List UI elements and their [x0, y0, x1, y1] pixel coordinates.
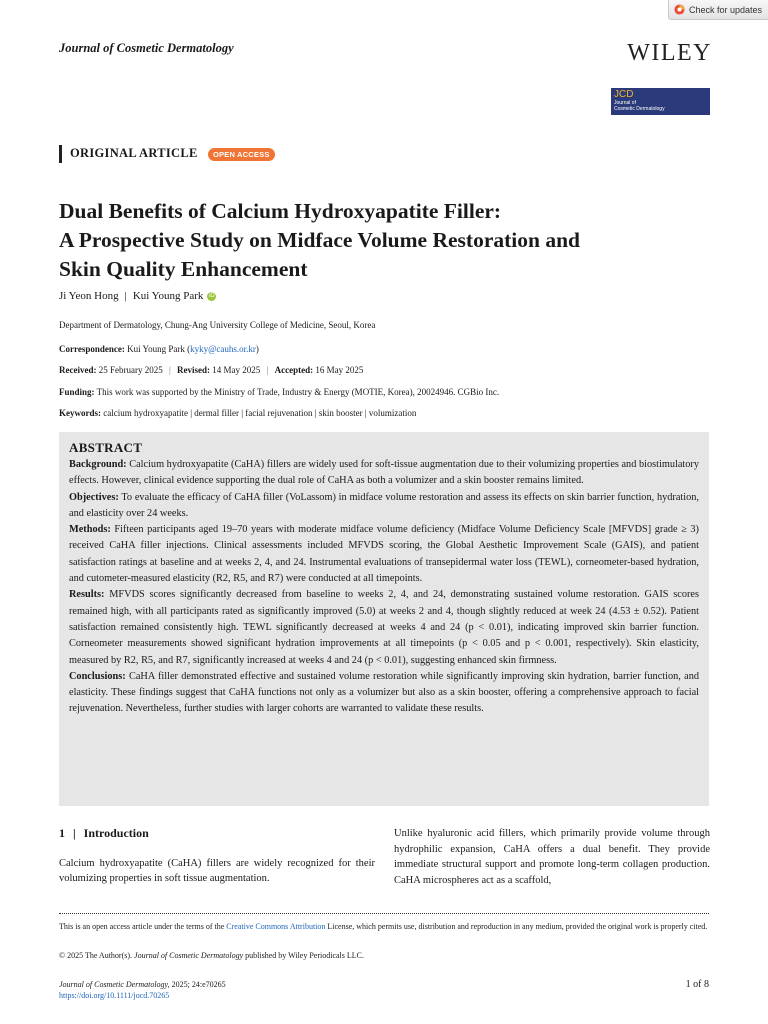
- crossmark-icon: [674, 4, 685, 15]
- author-separator: |: [124, 290, 127, 302]
- abstract-objectives: [69, 490, 699, 523]
- correspondence-label: Correspondence:: [59, 344, 125, 354]
- title-line: Skin Quality Enhancement: [59, 257, 308, 281]
- article-type-bar: [59, 145, 62, 163]
- copyright-journal: Journal of Cosmetic Dermatology: [134, 951, 244, 960]
- check-for-updates-button[interactable]: [668, 0, 768, 20]
- author-list: [59, 290, 216, 302]
- journal-badge: [611, 88, 710, 115]
- abstract-text: To evaluate the efficacy of CaHA filler (VoLassom) in midface volume restoration and assess its effects on skin barrier function, hydration, and elasticity over 24 weeks.: [69, 491, 700, 519]
- abstract-text: Fifteen participants aged 19–70 years with moderate midface volume deficiency (Midface Volume Deficiency Scale [MFVDS] grade ≥ 3) received CaHA filler injections. Clinical assessments included MFVDS scoring, the Global Aesthetic Improvement Scale (GAIS), and patient satisfaction ratings at baseline and at weeks 2, 4, and 24. Instrumental evaluations of transepidermal water loss (TEWL), corneometer-based hydration, and cutometer-measured elasticity (R2, R5, and R7) were conducted at all timepoints.: [69, 524, 699, 585]
- copyright-text: published by Wiley Periodicals LLC.: [243, 951, 365, 960]
- funding-text: This work was supported by the Ministry of Trade, Industry & Energy (MOTIE, Korea), 20024946. CGBio Inc.: [96, 387, 500, 397]
- license-text: License, which permits use, distribution and reproduction in any medium, provided the original work is properly cited.: [325, 922, 708, 931]
- abstract-heading: ABSTRACT: [69, 440, 143, 455]
- abstract-methods: [69, 522, 699, 587]
- article-type: ORIGINAL ARTICLE: [70, 146, 198, 160]
- abstract-conclusions: [69, 669, 699, 718]
- article-title: [59, 197, 719, 284]
- correspondence-name: Kui Young Park (: [127, 344, 191, 354]
- section-heading: 1 | Introduction: [59, 826, 149, 840]
- license-link[interactable]: Creative Commons Attribution: [226, 922, 326, 931]
- keywords-text: calcium hydroxyapatite | dermal filler | facial rejuvenation | skin booster | volumization: [103, 408, 417, 418]
- wiley-logo: WILEY: [627, 40, 712, 66]
- license-note: [59, 921, 709, 934]
- revised-date: 14 May 2025: [212, 365, 261, 375]
- correspondence: [59, 343, 259, 355]
- check-for-updates-label: Check for updates: [689, 4, 763, 15]
- received-date: 25 February 2025: [98, 365, 163, 375]
- accepted-date: 16 May 2025: [315, 365, 364, 375]
- received-label: Received:: [59, 365, 97, 375]
- intro-paragraph: Unlike hyaluronic acid fillers, which primarily provide volume through hydrophilic expansion, CaHA offers a dual benefit. They provide immediate structural support and promote long-term collagen production. CaHA microspheres act as a scaffold,: [394, 828, 710, 886]
- abstract-label: Objectives:: [69, 491, 119, 503]
- license-text: This is an open access article under the terms of the: [59, 922, 227, 931]
- abstract-label: Background:: [69, 459, 127, 470]
- abstract-label: Results:: [69, 589, 105, 601]
- journal-name: Journal of Cosmetic Dermatology: [59, 41, 234, 55]
- citation-journal: Journal of Cosmetic Dermatology,: [59, 980, 170, 989]
- abstract-label: Methods:: [69, 524, 111, 536]
- correspondence-email-link[interactable]: kyky@cauhs.or.kr: [190, 344, 256, 354]
- author-name[interactable]: Ji Yeon Hong: [59, 290, 119, 302]
- correspondence-close: ): [255, 344, 259, 354]
- funding-label: Funding:: [59, 387, 95, 397]
- abstract-box: [59, 432, 709, 806]
- accepted-label: Accepted:: [274, 365, 314, 375]
- copyright-note: [59, 950, 709, 963]
- title-line: A Prospective Study on Midface Volume Restoration and: [59, 228, 580, 252]
- intro-left-column: [59, 826, 375, 887]
- orcid-icon[interactable]: iD: [209, 292, 215, 299]
- title-line: Dual Benefits of Calcium Hydroxyapatite Filler:: [59, 199, 502, 223]
- article-dates: Received: 25 February 2025 | Revised: 14 May 2025 | Accepted: 16 May 2025: [59, 365, 364, 375]
- footnote-divider: [59, 913, 709, 914]
- open-access-badge: OPEN ACCESS: [208, 148, 275, 161]
- copyright-text: © 2025 The Author(s).: [59, 951, 135, 960]
- intro-right-column: [394, 826, 710, 888]
- section-title: Introduction: [83, 826, 149, 840]
- abstract-text: Calcium hydroxyapatite (CaHA) fillers are widely used for soft-tissue augmentation due to their volumizing properties and biostimulatory effects. However, clinical evidence supporting the dual role of CaHA as both a volumizer and a skin booster remains limited.: [69, 459, 700, 487]
- keywords-label: Keywords:: [59, 408, 101, 418]
- citation-details: 2025; 24:e70265: [169, 980, 226, 989]
- page-number: 1 of 8: [685, 979, 709, 990]
- journal-badge-abbr: JCD: [614, 89, 634, 100]
- abstract-text: MFVDS scores significantly decreased from baseline to weeks 2, 4, and 24, demonstrating sustained volume restoration. GAIS scores remained high, with all participants rated as significantly improved (5.0) at weeks 2 and 4, though slightly reduced at week 24 (4.53 ± 0.52). Patient satisfaction remained consistently high. TEWL significantly decreased at weeks 4 and 24 (p < 0.01), indicating improved skin barrier function. Corneometer measurements showed significant hydration improvements at all timepoints (p < 0.05 and p < 0.001, respectively). Skin elasticity, measured by R2, R5, and R7, significantly increased at weeks 4 and 24 (p < 0.01), suggesting enhanced skin firmness.: [69, 589, 700, 666]
- funding: [59, 386, 499, 398]
- section-number: 1: [59, 826, 65, 840]
- abstract-background: [69, 457, 699, 490]
- abstract-label: Conclusions:: [69, 670, 126, 682]
- journal-badge-sub2: Cosmetic Dermatology: [614, 106, 665, 112]
- affiliation: Department of Dermatology, Chung-Ang University College of Medicine, Seoul, Korea: [59, 320, 376, 330]
- revised-label: Revised:: [177, 365, 211, 375]
- abstract-text: CaHA filler demonstrated effective and sustained volume restoration while significantly improving skin hydration, barrier function, and elasticity. These findings suggest that CaHA functions not only as a volumizer but also as a skin booster, offering a comprehensive approach to facial rejuvenation. Nevertheless, further studies with larger cohorts are warranted to validate these results.: [69, 670, 700, 715]
- keywords: [59, 407, 416, 419]
- abstract-results: [69, 587, 699, 668]
- citation-footer: [59, 979, 226, 1001]
- author-name[interactable]: Kui Young Park: [132, 290, 204, 302]
- intro-paragraph: Calcium hydroxyapatite (CaHA) fillers are widely recognized for their volumizing properties in soft tissue augmentation.: [59, 857, 375, 884]
- journal-badge-sub1: Journal of: [614, 100, 636, 106]
- doi-link[interactable]: https://doi.org/10.1111/jocd.70265: [59, 991, 170, 1000]
